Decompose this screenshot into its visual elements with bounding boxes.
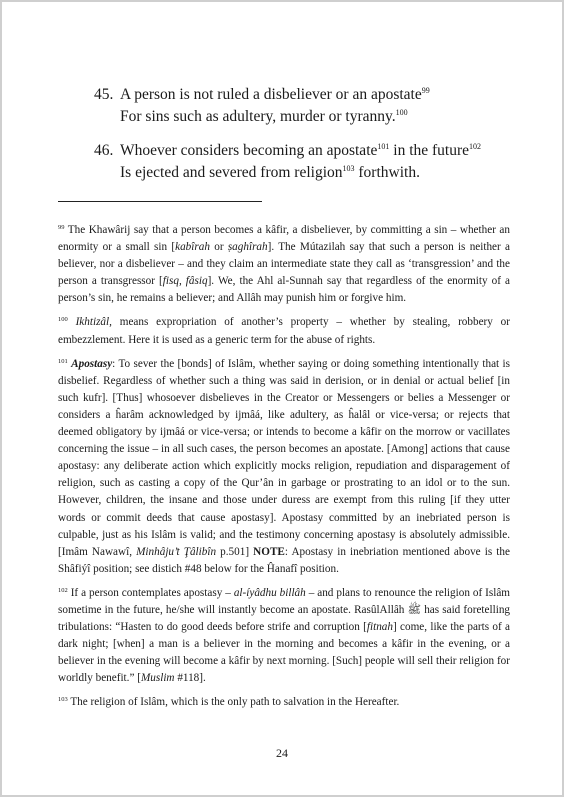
verse-line xyxy=(94,106,514,128)
verse-text: A person is not ruled a disbeliever or an apostate xyxy=(120,86,422,103)
footnote-ref[interactable]: 103 xyxy=(342,164,355,173)
footnote-term: al-íyâdhu billâh xyxy=(233,586,306,599)
footnote-text: If a person contemplates apostasy – xyxy=(70,586,234,599)
verse-text: forthwith. xyxy=(354,164,420,181)
footnote-text: means expropriation of another’s property – whether by stealing, robbery or embezzlement. Here it is used as a generic term for the abuse of rights. xyxy=(58,316,510,346)
verse-45 xyxy=(94,84,514,128)
page-number: 24 xyxy=(276,746,288,760)
footnote-number: 102 xyxy=(58,586,68,594)
footnote-text: – and plans to renounce the religion of Islâm sometime in the future, he/she will instantly become an apostate. RasûlAllâh ﷺ has said foretelling tribulations: “Hasten to do good deeds before strife and corruption [ xyxy=(58,586,511,634)
verse-line xyxy=(94,162,514,184)
footnote-separator xyxy=(58,201,262,202)
footnote-100 xyxy=(58,314,510,348)
footnote-text: : Apostasy in inebriation mentioned above is the Shâfiýî position; see distich #48 below for the Ĥanafî position. xyxy=(58,545,510,575)
footnote-number: 101 xyxy=(58,357,68,365)
footnote-ref[interactable]: 99 xyxy=(421,86,430,95)
footnote-term: kabîrah xyxy=(175,241,210,254)
footnote-number: 99 xyxy=(58,224,65,231)
verse-text: in the future xyxy=(389,142,470,159)
book-title: Muslim xyxy=(140,672,175,685)
verse-line xyxy=(94,140,514,162)
book-title: Minhâju’t Ţâlibîn xyxy=(136,545,217,558)
footnotes xyxy=(58,222,510,719)
verse-number: 45. xyxy=(94,86,114,103)
verse-block xyxy=(94,84,514,196)
footnote-99 xyxy=(58,222,510,307)
footnote-number: 100 xyxy=(58,316,68,324)
footnote-term: fitnah xyxy=(366,621,393,634)
footnote-text: : To sever the [bonds] of Islâm, whether saying or doing something intentionally that is disbelief. Regardless of whether such a thing was said in derision, or in denial or actual belief [in such kufr]. [Thus] whosoever disbelieves in the Creator or Messengers or belies a Messenger or considers a ĥarâm acknowledged by ijmâá, like adultery, as ĥalâl or vice-versa; or rejects that deemed obligatory by ijmâá or vice-versa; or intends to become a kâfir on the morrow or vacillates concerning the issue – in all such cases, the person becomes an apostate. [Among] actions that cause apostasy: any deliberate action which explicitly mocks religion, repudiation and disparagement of religion, such as casting a copy of the Qur’ân in garbage or prostrating to an idol or to the sun. However, children, the insane and those under duress are exempt from this ruling [if they utter words or commit deeds that cause apostasy]. Apostasy committed by an inebriated person is culpable, just as his Islâm is valid; and the testimony concerning apostasy is absolutely admissible. [Imâm Nawawî, xyxy=(58,357,510,558)
footnote-text: #118]. xyxy=(174,672,206,685)
footnote-text: The religion of Islâm, which is the only path to salvation in the Hereafter. xyxy=(67,696,400,709)
footnote-term: Ikhtizâl, xyxy=(75,316,112,329)
footnote-text: or xyxy=(209,241,228,254)
footnote-text: ] come, like the parts of a dark night; [when] a man is a believer in the morning and becomes a kâfir in the evening, or a believer in the evening will become a kâfir by next morning. [Such] people will sell their religion for worldly benefit.” [ xyxy=(58,621,511,685)
footnote-ref[interactable]: 100 xyxy=(395,108,408,117)
footnote-ref[interactable]: 101 xyxy=(377,142,390,151)
verse-number: 46. xyxy=(94,142,114,159)
footnote-text: p.501] xyxy=(216,545,254,558)
footnote-101 xyxy=(58,356,510,578)
verse-text: Whoever considers becoming an apostate xyxy=(120,142,378,159)
footnote-text: ]. We, the Ahl al-Sunnah say that regardless of the enormity of a person’s sin, he remains a believer; and Allâh may punish him or forgive him. xyxy=(58,275,511,305)
footnote-text: The Khawârij say that a person becomes a kâfir, a disbeliever, by committing a sin – whether an enormity or a small sin [ xyxy=(58,224,510,254)
verse-text: For sins such as adultery, murder or tyranny. xyxy=(120,108,396,125)
footnote-102 xyxy=(58,585,510,688)
verse-text: Is ejected and severed from religion xyxy=(120,164,343,181)
footnote-term: Apostasy xyxy=(71,357,113,370)
footnote-number: 103 xyxy=(58,696,68,704)
footnote-term: ṣaghîrah xyxy=(227,241,268,254)
footnote-text: ]. The Mútazilah say that such a person is neither a believer, nor a disbeliever – and they claim an intermediate state they call as ‘transgression’ and the person a transgressor [ xyxy=(58,241,511,288)
footnote-103 xyxy=(58,694,510,711)
footnote-term: fisq, fâsiq xyxy=(162,275,208,288)
footnote-ref[interactable]: 102 xyxy=(469,142,482,151)
note-label: NOTE xyxy=(253,545,285,558)
verse-46 xyxy=(94,140,514,184)
verse-line xyxy=(94,84,514,106)
